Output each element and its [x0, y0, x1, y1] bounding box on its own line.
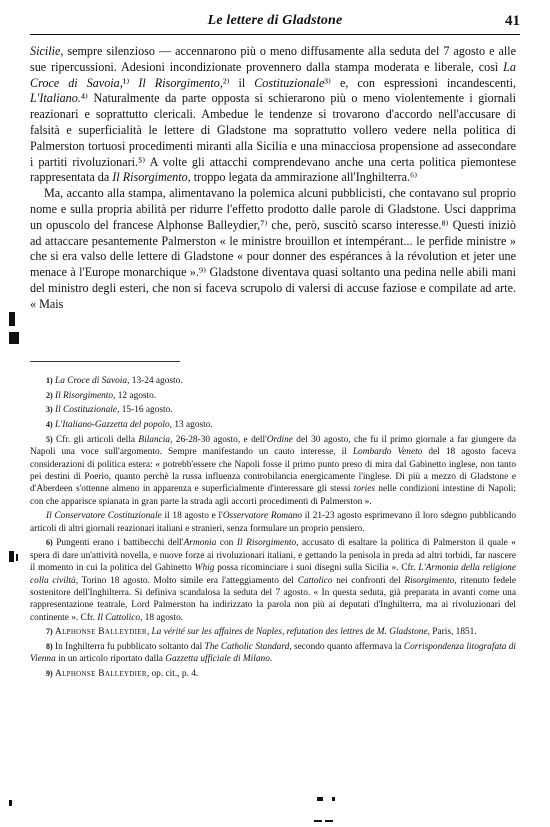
footnote [30, 375, 516, 387]
footnote [30, 434, 516, 508]
margin-scan-mark [9, 551, 14, 562]
text-run: Naturalmente da parte opposta si schierarono più o meno violentemente i giornali reazionari e soprattutto clericali. Ambedue le tendenze si trovarono d'accordo nell'accusare di falsità e superficialità le lettere di Gladstone ma soprattutto vollero vedere nella politica di Palmerston tortuosi procedimenti miranti alla Sicilia e una minacciosa propensione ad assecondare i partiti rivoluzionari. [30, 91, 516, 169]
footnote-separator [30, 361, 180, 362]
italic-text: Il Risorgimento, [138, 75, 223, 90]
footnote [30, 390, 516, 402]
text-run: Ma, accanto alla stampa, alimentavano la polemica alcuni pubblicisti, che contavano sul proprio nome e sulla propria abilità per ridurre l'effetto prodotto dalle parole di Gladstone. Usci dapprima un opuscolo del francese Alphonse Balleydier, [30, 186, 516, 232]
italic-text: La Croce di Savoia [55, 376, 128, 386]
footnote-ref: ⁴⁾ [80, 91, 89, 106]
text-run: , 12 agosto. [113, 390, 157, 401]
text-run: , 13 agosto. [169, 420, 213, 431]
margin-scan-mark [9, 312, 15, 326]
page-number: 41 [505, 13, 520, 29]
footnotes [30, 375, 516, 680]
main-text [30, 44, 516, 313]
italic-text: Cattolico [297, 575, 333, 586]
footnote-number: 1) [46, 376, 53, 385]
text-run: il 21-23 agosto esprimevano il loro sdegno pubblicando articoli di altri giornali reazionari italiani e stranieri, senza formulare un proprio pensiero. [30, 511, 517, 534]
text-run: Questi iniziò ad attaccare pesantemente Palmerston « le ministre brouillon et intempérant... le perfide ministre » che si era valso delle lettere di Gladstone « pour donner des espérances à la révolution et jeter une menace à l'Europe monarchique ». [30, 217, 516, 280]
italic-text: Il Costituzionale [55, 405, 118, 416]
italic-text: Il Risorgimento [236, 538, 297, 549]
italic-text: tories [353, 484, 376, 495]
text-run: Pungenti erano i battibecchi dell' [52, 538, 184, 549]
text-run: in un articolo riportato dalla [55, 654, 166, 665]
italic-text: Ordine [266, 434, 293, 445]
margin-scan-mark [16, 554, 18, 561]
footnote-ref: ³⁾ [324, 75, 331, 90]
footnote [30, 626, 516, 638]
italic-text: Whig [194, 563, 215, 574]
footnote [30, 537, 516, 623]
text-run: , 18 agosto. [140, 612, 184, 623]
text-run: A volte gli attacchi comprendevano anche una certa politica piemontese rappresentata da [30, 154, 517, 185]
text-run: il 18 agosto e l' [161, 511, 223, 522]
italic-text: Costituzionale [254, 75, 325, 90]
footnote-number: 5) [46, 434, 53, 444]
footnote [30, 668, 516, 680]
page-header [30, 12, 520, 35]
text-run: nei confronti del [332, 575, 405, 586]
footnote [30, 404, 516, 416]
text-run: , ritenuto fedele sostenitore dell'Inghilterra. Si definiva scandalosa la seduta del 7 agosto. « In questa seduta, già preparata in avanti come una rappresentazione teatrale, Lord Palmerston ha indirizzato la parola non più ai deputati d'Inghilterra, ma ai rivoluzionari del continente ». Cfr. [30, 575, 516, 623]
footnote-number: 7) [46, 627, 53, 637]
text-run: che, però, suscitò scarso interesse. [267, 217, 442, 232]
footnote-ref: ⁵⁾ [138, 154, 146, 169]
italic-text: Armonia [183, 538, 217, 549]
footnote-number: 6) [46, 538, 53, 548]
italic-text: Corrispondenza litografata di Vienna [30, 642, 516, 665]
italic-text: L'Italiano-Gazzetta del popolo [55, 420, 170, 431]
text-run: In Inghilterra fu pubblicato soltanto dal [52, 642, 205, 652]
italic-text: L'Armonia della religione colla civiltà [30, 563, 516, 586]
italic-text: Risorgimento [404, 575, 455, 586]
italic-text: Osservatore Romano [222, 511, 303, 522]
footnote-ref: ²⁾ [222, 75, 230, 90]
italic-text: La Croce di Savoia, [30, 59, 516, 90]
italic-text: Lombardo Veneto [352, 447, 423, 458]
text-run: Gladstone diventava quasi soltanto una pedina nelle abili mani del ministro degli esteri, che non si faceva scrupolo di valersi di accuse faziose e compilate ad arte. « Mais [30, 265, 516, 311]
text-run: , Paris, 1851. [427, 627, 477, 638]
italic-text: Bilancia [138, 434, 171, 445]
text-run: possa ricominciare i suoi disegni sulla Sicilia ». Cfr. [214, 563, 419, 574]
text-run: , sempre silenzioso — accennarono più o meno diffusamente alla seduta del 7 agosto e alle sue ripercussioni. Adesioni incondizionate provennero dalla stampa moderata e liberale, così [30, 44, 516, 74]
footnote-ref: ⁹⁾ [198, 265, 207, 280]
italic-text: Gazzetta ufficiale di Milano [165, 654, 270, 665]
text-run: , op. cit., p. 4. [146, 669, 199, 680]
text-run: Cfr. gli articoli della [52, 434, 139, 445]
text-run: , 26-28-30 agosto, e dell' [170, 434, 267, 445]
edit-mark [317, 797, 323, 801]
footnote [30, 510, 516, 535]
italic-text: Il Risorgimento [112, 170, 188, 185]
italic-text: Il Risorgimento [55, 390, 114, 401]
footnote-number: 2) [46, 390, 53, 400]
running-title: Le lettere di Gladstone [207, 13, 343, 28]
edit-mark [332, 797, 335, 801]
footnote-number: 3) [46, 405, 53, 415]
author-name: Alphonse Balleydier [55, 669, 147, 680]
text-run: il [229, 75, 255, 90]
author-name: Alphonse Balleydier [55, 627, 147, 638]
italic-text: Sicilie [30, 44, 61, 58]
text-run: , accusato di esaltare la politica di Palmerston il quale « spera di dare un'attività novella, e nuove forze ai rivoluzionari italiani, e gettando la penisola in preda ad altri torbidi, far nascere il momento in cui la politica del Gabinetto [30, 538, 516, 574]
edit-mark [325, 820, 333, 822]
text-run: . [269, 654, 273, 665]
text-run: , secondo quanto affermava la [289, 642, 404, 652]
italic-text: L'Italiano. [30, 91, 81, 106]
text-run: , troppo legata da ammirazione all'Inghilterra. [187, 170, 411, 185]
margin-scan-mark [9, 332, 19, 344]
footnote [30, 641, 516, 666]
footnote [30, 419, 516, 431]
text-run: con [216, 538, 237, 549]
text-run: , 13-24 agosto. [127, 376, 183, 386]
text-run: del 30 agosto, che fu il primo giornale a far giungere da Napoli una voce sull'argomento. Sempre manifestando un cauto interesse, il [30, 434, 516, 458]
text-run: , Torino 18 agosto. Molto simile era l'atteggiamento del [75, 575, 298, 586]
italic-text: Il Conservatore Costituzionale [46, 511, 162, 522]
footnote-ref: ⁶⁾ [410, 170, 418, 185]
footnote-ref: ⁷⁾ [260, 217, 268, 232]
text-run: e, con espressioni incandescenti, [330, 75, 516, 90]
footnote-ref: ¹⁾ [122, 75, 130, 90]
italic-text: The Catholic Standard [204, 642, 290, 652]
paragraph-2 [30, 186, 516, 312]
footnote-number: 9) [46, 669, 53, 679]
footnote-ref: ⁸⁾ [441, 217, 449, 232]
italic-text: La vérité sur les affaires de Naples, refutation des lettres de M. Gladstone [151, 627, 428, 638]
edit-mark [314, 820, 322, 822]
margin-scan-mark [9, 800, 12, 806]
text-run: nelle condizioni intestine di Napoli; con che apparisce spianata in gran parte la strada agli accorti procedimenti di Palmerston ». [30, 484, 516, 507]
italic-text: Il Cattolico [97, 612, 141, 623]
paragraph-1 [30, 44, 516, 186]
text-run: , [146, 627, 152, 638]
footnote-number: 8) [46, 642, 53, 651]
text-run: del 18 agosto faceva considerazioni di politica estera: « potrebb'essere che Napoli fosse il primo punto preso di mira dal Gabinetto inglese, non tanto pei destini di Poerio, quanto perchè la russa influenza controbilancia energicamente l'inglese. Di più a mezzo di Gladstone e d'Aberdeen s'ottenne almeno in apparenza e superficialmente d'interessare gli stessi [30, 447, 516, 495]
text-run: , 15-16 agosto. [117, 405, 173, 416]
footnote-number: 4) [46, 420, 53, 430]
